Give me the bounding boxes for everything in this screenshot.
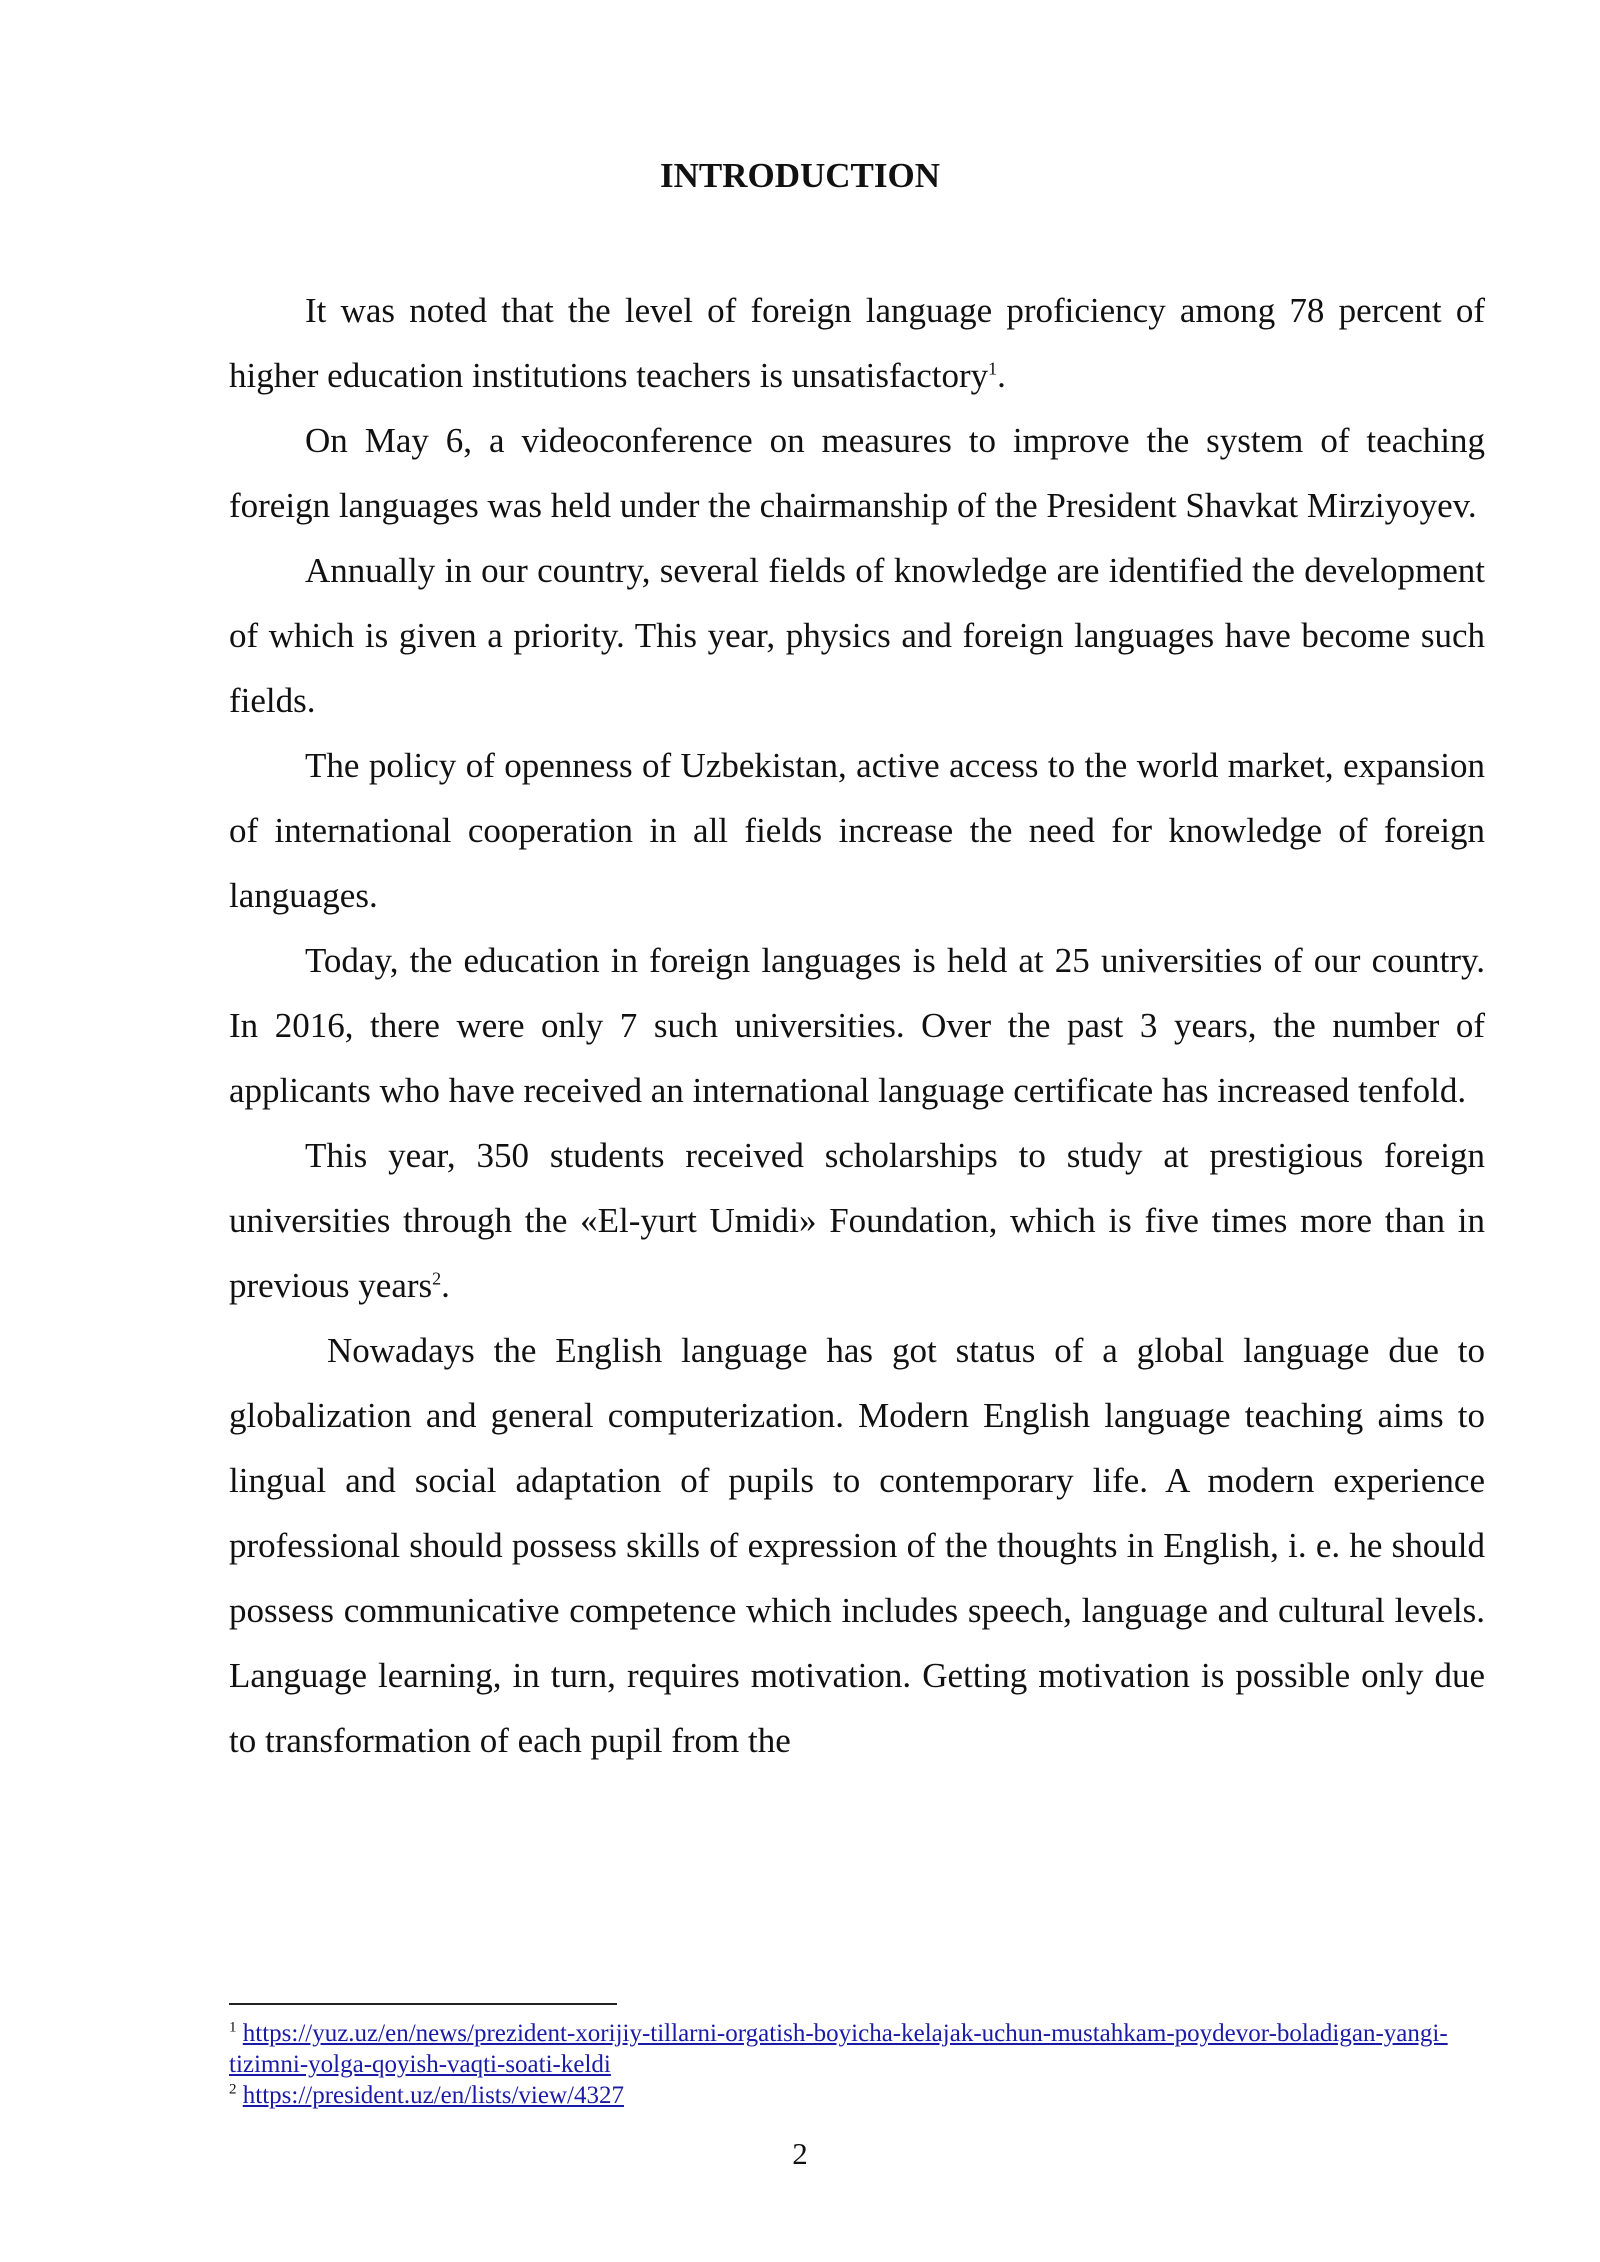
- footnote-ref-2[interactable]: 2: [432, 1268, 442, 1289]
- paragraph-7: Nowadays the English language has got status of a global language due to globalization and general computerization. Modern English language teaching aims to lingual and social adaptation of pupils to contemporary life. A modern experience professional should possess skills of expression of the thoughts in English, i. e. he should possess communicative competence which includes speech, language and cultural levels. Language learning, in turn, requires motivation. Getting motivation is possible only due to transformation of each pupil from the: [229, 1331, 1485, 1760]
- footnote-2-number: 2: [229, 2081, 237, 2098]
- paragraph-3: Annually in our country, several fields of knowledge are identified the development of which is given a priority. This year, physics and foreign languages have become such fields.: [229, 551, 1485, 720]
- paragraph-2: On May 6, a videoconference on measures to improve the system of teaching foreign languages was held under the chairmanship of the President Shavkat Mirziyoyev.: [229, 421, 1485, 525]
- footnotes: [229, 2018, 1485, 2111]
- paragraph-1: [229, 278, 1485, 408]
- page-title: INTRODUCTION: [659, 156, 941, 195]
- paragraph-6-end: .: [441, 1266, 450, 1305]
- footnote-1-number: 1: [229, 2019, 237, 2036]
- paragraph-1-end: .: [997, 356, 1006, 395]
- paragraph-5: Today, the education in foreign languages is held at 25 universities of our country. In 2016, there were only 7 such universities. Over the past 3 years, the number of applicants who have received an international language certificate has increased tenfold.: [229, 941, 1485, 1110]
- footnote-1-link[interactable]: https://yuz.uz/en/news/prezident-xorijiy-tillarni-orgatish-boyicha-kelajak-uchun-mustahkam-poydevor-boladigan-yangi-tizimni-yolga-qoyish-vaqti-soati-keldi: [229, 2020, 1448, 2078]
- paragraph-4: The policy of openness of Uzbekistan, active access to the world market, expansion of international cooperation in all fields increase the need for knowledge of foreign languages.: [229, 746, 1485, 915]
- footnote-separator: [229, 2003, 617, 2005]
- paragraph-6-text: This year, 350 students received scholarships to study at prestigious foreign universities through the «El-yurt Umidi» Foundation, which is five times more than in previous years: [229, 1136, 1485, 1305]
- body-text: [229, 278, 1485, 1773]
- footnote-2: [229, 2080, 1485, 2111]
- footnote-ref-1[interactable]: 1: [988, 358, 998, 379]
- footnote-2-link[interactable]: https://president.uz/en/lists/view/4327: [242, 2082, 624, 2109]
- paragraph-1-text: It was noted that the level of foreign language proficiency among 78 percent of higher education institutions teachers is unsatisfactory: [229, 291, 1485, 395]
- paragraph-6: [229, 1123, 1485, 1318]
- page-number: 2: [792, 2136, 808, 2171]
- footnote-1: [229, 2018, 1485, 2080]
